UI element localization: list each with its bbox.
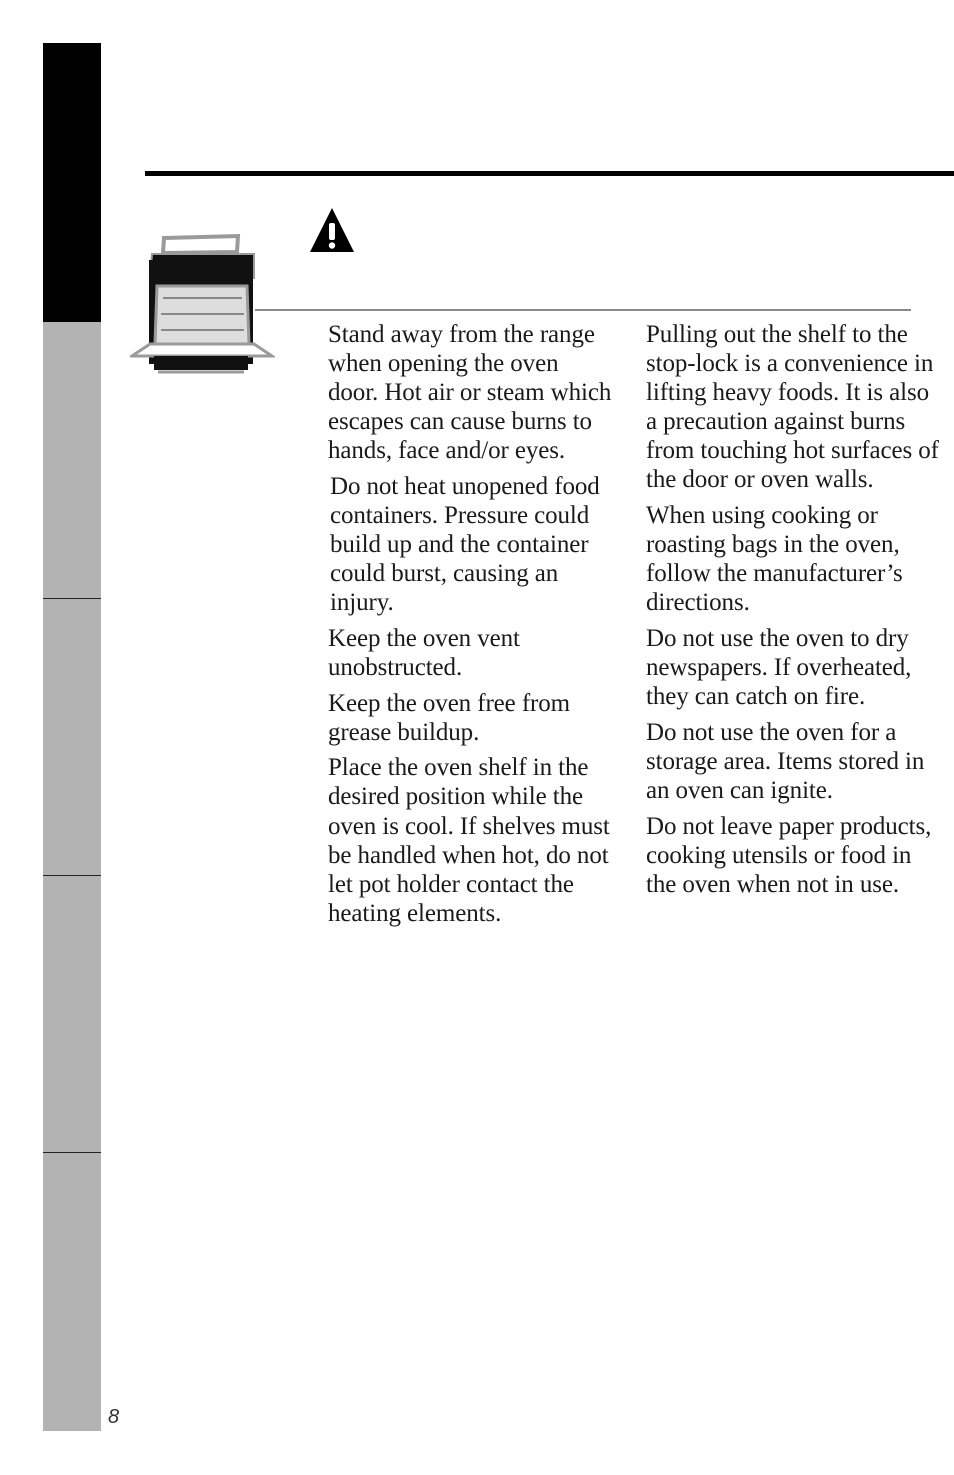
right-safety-column <box>646 320 946 905</box>
header-rule <box>145 171 954 176</box>
safety-paragraph: Stand away from the range when opening the oven door. Hot air or steam which escapes can cause burns to hands, face and/or eyes. <box>328 321 612 465</box>
side-tab-consumer-support <box>43 1153 101 1431</box>
side-tab-safety <box>43 43 101 322</box>
warning-triangle-icon <box>309 206 355 254</box>
side-tab-troubleshooting <box>43 876 101 1153</box>
section-rule <box>255 309 911 311</box>
safety-paragraph: Do not use the oven for a storage area. Items stored in an oven can ignite. <box>646 718 925 804</box>
safety-paragraph: Pulling out the shelf to the stop-lock is a convenience in lifting heavy foods. It is also a precaution against burns from touching hot surfaces of the door or oven walls. <box>646 321 939 494</box>
safety-paragraph: Do not use the oven to dry newspapers. If overheated, they can catch on fire. <box>646 624 912 711</box>
safety-paragraph: Keep the oven free from grease buildup. <box>328 689 571 746</box>
side-tab-operating <box>43 322 101 599</box>
safety-paragraph: Do not heat unopened food containers. Pressure could build up and the container could burst, causing an injury. <box>330 472 600 617</box>
left-safety-column <box>328 320 613 934</box>
page-number: 8 <box>108 1406 120 1428</box>
safety-paragraph: When using cooking or roasting bags in the oven, follow the manufacturer’s directions. <box>646 502 903 617</box>
side-tab-care <box>43 599 101 876</box>
safety-paragraph: Do not leave paper products, cooking utensils or food in the oven when not in use. <box>646 812 932 898</box>
oven-illustration-icon <box>130 232 275 378</box>
safety-paragraph: Place the oven shelf in the desired position while the oven is cool. If shelves must be handled when hot, do not let pot holder contact the heating elements. <box>328 754 610 927</box>
safety-paragraph: Keep the oven vent unobstructed. <box>328 624 520 682</box>
